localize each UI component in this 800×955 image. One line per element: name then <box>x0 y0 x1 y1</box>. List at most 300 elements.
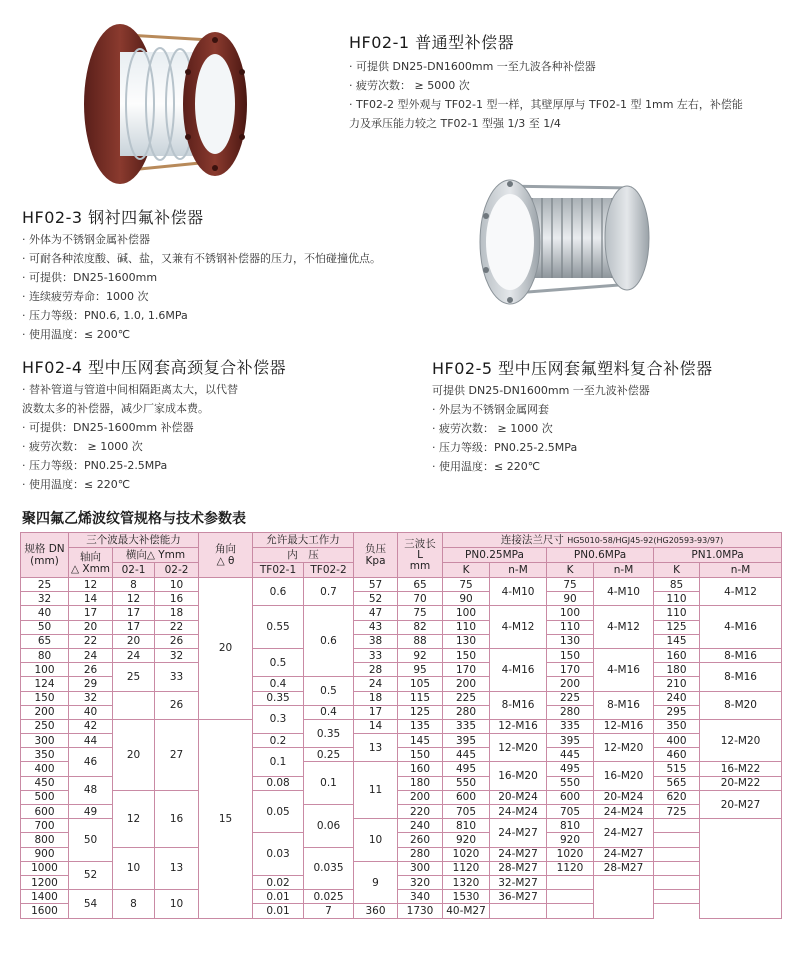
table-row <box>21 648 782 662</box>
cell-k025: 495 <box>443 762 490 776</box>
cell-angle: 20 <box>199 578 253 720</box>
table-row <box>21 606 782 620</box>
header-lateral: 横向△ Ymm <box>113 548 199 563</box>
cell-nm06: 4-M10 <box>594 578 654 606</box>
cell-tf1: 0.35 <box>253 691 304 705</box>
cell-tf1: 0.02 <box>253 875 304 889</box>
hf02-3-section <box>22 205 381 344</box>
cell-lat-a: 17 <box>113 620 155 634</box>
cell-tf1: 0.6 <box>253 578 304 606</box>
cell-dn: 300 <box>21 734 69 748</box>
cell-k10: 125 <box>654 620 700 634</box>
hf02-3-line: · 外体为不锈钢金属补偿器 <box>22 233 150 246</box>
cell-nm025: 28-M27 <box>490 861 547 875</box>
cell-k025: 445 <box>443 748 490 762</box>
cell-k06: 810 <box>547 819 594 833</box>
cell-k10 <box>654 833 700 847</box>
header-angle: 角向 △ θ <box>199 533 253 578</box>
hf02-3-line: · 可耐各种浓度酸、碱、盐，又兼有不锈钢补偿器的压力，不怕碰撞优点。 <box>22 252 381 265</box>
cell-k025: 1120 <box>443 861 490 875</box>
cell-neg: 57 <box>354 578 398 592</box>
cell-wave: 260 <box>398 833 443 847</box>
cell-nm025: 8-M16 <box>490 691 547 719</box>
cell-neg: 9 <box>354 861 398 904</box>
hf02-1-section <box>349 30 743 133</box>
cell-k06: 600 <box>547 790 594 804</box>
cell-k10: 180 <box>654 663 700 677</box>
cell-tf2: 0.01 <box>253 904 304 918</box>
cell-k025: 90 <box>443 592 490 606</box>
cell-nm025: 36-M27 <box>490 890 547 904</box>
cell-nm10: 16-M22 <box>700 762 782 776</box>
cell-angle: 15 <box>199 719 253 918</box>
cell-nm025: 12-M20 <box>490 734 547 762</box>
hf02-1-line: · 可提供 DN25-DN1600mm 一至九波各种补偿器 <box>349 60 596 73</box>
header-flange-standard: HG5010-58/HGJ45-92(HG20593-93/97) <box>567 535 724 545</box>
cell-tf2: 0.1 <box>304 762 354 805</box>
hf02-5-line: 可提供 DN25-DN1600mm 一至九波补偿器 <box>432 384 650 397</box>
cell-k10: 210 <box>654 677 700 691</box>
hf02-3-line: · 连续疲劳寿命：1000 次 <box>22 290 149 303</box>
cell-dn: 700 <box>21 819 69 833</box>
cell-wave: 340 <box>398 890 443 904</box>
spec-table <box>20 532 782 919</box>
cell-lat-a <box>113 691 155 719</box>
cell-k06: 550 <box>547 776 594 790</box>
cell-k10: 240 <box>654 691 700 705</box>
cell-neg: 28 <box>354 663 398 677</box>
cell-lat-b: 22 <box>155 620 199 634</box>
cell-k025: 600 <box>443 790 490 804</box>
cell-lat-a: 20 <box>113 634 155 648</box>
cell-lat-a: 12 <box>113 790 155 847</box>
cell-nm025: 12-M16 <box>490 719 547 733</box>
cell-dn: 65 <box>21 634 69 648</box>
hf02-5-title: HF02-5 型中压网套氟塑料复合补偿器 <box>432 359 713 378</box>
cell-nm025: 24-M27 <box>490 819 547 847</box>
header-lateral-02-1: 02-1 <box>113 563 155 578</box>
cell-neg: 24 <box>354 677 398 691</box>
header-dn: 规格 DN (mm) <box>21 533 69 578</box>
cell-wave: 240 <box>398 819 443 833</box>
header-internal: 内 压 <box>253 548 354 563</box>
header-tf02-1: TF02-1 <box>253 563 304 578</box>
table-row <box>21 790 782 804</box>
header-nm: n-M <box>700 563 782 578</box>
header-k: K <box>443 563 490 578</box>
cell-dn: 1600 <box>21 904 69 918</box>
cell-wave: 145 <box>398 734 443 748</box>
cell-axial: 42 <box>69 719 113 733</box>
cell-dn: 25 <box>21 578 69 592</box>
cell-nm025: 40-M27 <box>443 904 490 918</box>
cell-tf1: 0.4 <box>253 677 304 691</box>
cell-k06 <box>490 904 547 918</box>
cell-nm025: 24-M24 <box>490 805 547 819</box>
cell-lat-b: 16 <box>155 592 199 606</box>
cell-lat-a: 25 <box>113 663 155 691</box>
cell-nm025: 4-M10 <box>490 578 547 606</box>
cell-nm10: 8-M20 <box>700 691 782 719</box>
hf02-1-line: · 疲劳次数： ≥ 5000 次 <box>349 79 470 92</box>
cell-lat-b: 10 <box>155 578 199 592</box>
cell-k10: 350 <box>654 719 700 733</box>
cell-nm025: 32-M27 <box>490 875 547 889</box>
cell-wave: 70 <box>398 592 443 606</box>
cell-tf1: 0.1 <box>253 748 304 776</box>
cell-nm06: 24-M27 <box>594 819 654 847</box>
cell-k025: 100 <box>443 606 490 620</box>
cell-nm06: 28-M27 <box>594 861 654 875</box>
cell-tf1: 0.2 <box>253 734 304 748</box>
cell-axial: 44 <box>69 734 113 748</box>
cell-dn: 80 <box>21 648 69 662</box>
cell-k06: 1120 <box>547 861 594 875</box>
header-lateral-02-2: 02-2 <box>155 563 199 578</box>
cell-lat-b: 10 <box>155 890 199 918</box>
cell-dn: 100 <box>21 663 69 677</box>
cell-nm06 <box>594 875 654 918</box>
cell-k10 <box>654 819 700 833</box>
cell-nm10: 12-M20 <box>700 719 782 762</box>
cell-neg: 47 <box>354 606 398 620</box>
cell-axial: 52 <box>69 861 113 889</box>
cell-dn: 200 <box>21 705 69 719</box>
cell-wave: 280 <box>398 847 443 861</box>
cell-k06: 335 <box>547 719 594 733</box>
cell-k06: 110 <box>547 620 594 634</box>
cell-tf2: 0.35 <box>304 719 354 747</box>
table-row <box>21 592 782 606</box>
cell-k10: 565 <box>654 776 700 790</box>
cell-axial: 40 <box>69 705 113 719</box>
cell-axial: 12 <box>69 578 113 592</box>
cell-k025: 1530 <box>443 890 490 904</box>
cell-axial: 46 <box>69 748 113 776</box>
cell-nm025: 24-M27 <box>490 847 547 861</box>
hf02-4-line: 波数太多的补偿器，减少厂家成本费。 <box>22 402 209 415</box>
hf02-3-line: · 可提供：DN25-1600mm <box>22 271 158 284</box>
cell-k025: 335 <box>443 719 490 733</box>
cell-dn: 450 <box>21 776 69 790</box>
header-negative: 负压 Kpa <box>354 533 398 578</box>
cell-tf1: 0.08 <box>253 776 304 790</box>
hf02-3-line: · 压力等级：PN0.6, 1.0, 1.6MPa <box>22 309 188 322</box>
cell-axial: 50 <box>69 819 113 862</box>
cell-k025: 705 <box>443 805 490 819</box>
spec-table-title: 聚四氟乙烯波纹管规格与技术参数表 <box>22 511 246 527</box>
hf02-5-line: · 外层为不锈钢金属网套 <box>432 403 549 416</box>
cell-k06: 395 <box>547 734 594 748</box>
cell-lat-a: 17 <box>113 606 155 620</box>
hf02-5-line: · 疲劳次数： ≥ 1000 次 <box>432 422 553 435</box>
cell-k10 <box>654 875 700 889</box>
cell-tf1: 0.03 <box>253 833 304 876</box>
cell-tf1: 0.3 <box>253 705 304 733</box>
cell-k025: 920 <box>443 833 490 847</box>
cell-wave: 360 <box>354 904 398 918</box>
hf02-5-section <box>432 356 713 476</box>
cell-nm06: 16-M20 <box>594 762 654 790</box>
cell-dn: 500 <box>21 790 69 804</box>
cell-nm06: 12-M20 <box>594 734 654 762</box>
cell-wave: 300 <box>398 861 443 875</box>
cell-k025: 130 <box>443 634 490 648</box>
cell-neg: 14 <box>354 719 398 733</box>
table-row <box>21 620 782 634</box>
cell-wave: 95 <box>398 663 443 677</box>
cell-axial: 17 <box>69 606 113 620</box>
cell-lat-b: 18 <box>155 606 199 620</box>
hf02-4-line: · 疲劳次数： ≥ 1000 次 <box>22 440 143 453</box>
header-flange-label: 连接法兰尺寸 <box>500 533 564 546</box>
cell-nm06: 8-M16 <box>594 691 654 719</box>
hf02-5-line: · 压力等级：PN0.25-2.5MPa <box>432 441 578 454</box>
cell-k06: 225 <box>547 691 594 705</box>
cell-dn: 350 <box>21 748 69 762</box>
hf02-4-line: · 可提供：DN25-1600mm 补偿器 <box>22 421 194 434</box>
cell-nm10 <box>700 819 782 918</box>
cell-wave: 180 <box>398 776 443 790</box>
cell-lat-b: 33 <box>155 663 199 691</box>
cell-axial: 29 <box>69 677 113 691</box>
cell-nm10: 4-M12 <box>700 578 782 606</box>
cell-k025: 170 <box>443 663 490 677</box>
cell-tf1: 0.5 <box>253 648 304 676</box>
cell-lat-a: 8 <box>113 578 155 592</box>
cell-neg: 52 <box>354 592 398 606</box>
cell-nm10: 4-M16 <box>700 606 782 649</box>
cell-k10 <box>654 890 700 904</box>
hf02-4-line: · 使用温度：≤ 220℃ <box>22 478 131 491</box>
header-tf02-2: TF02-2 <box>304 563 354 578</box>
cell-k06: 150 <box>547 648 594 662</box>
cell-dn: 124 <box>21 677 69 691</box>
hf02-1-line: · TF02-2 型外观与 TF02-1 型一样，其壁厚厚与 TF02-1 型 1mm 左右，补偿能 <box>349 98 743 111</box>
cell-nm025: 16-M20 <box>490 762 547 790</box>
header-k: K <box>547 563 594 578</box>
spec-table-header <box>21 533 782 578</box>
cell-dn: 150 <box>21 691 69 705</box>
cell-wave: 65 <box>398 578 443 592</box>
cell-k06 <box>547 890 594 904</box>
cell-k10: 145 <box>654 634 700 648</box>
cell-neg: 18 <box>354 691 398 705</box>
cell-wave: 135 <box>398 719 443 733</box>
cell-neg: 10 <box>354 819 398 862</box>
cell-axial: 14 <box>69 592 113 606</box>
cell-nm06: 24-M27 <box>594 847 654 861</box>
cell-k025: 1320 <box>443 875 490 889</box>
hf02-4-line: · 压力等级：PN0.25-2.5MPa <box>22 459 168 472</box>
cell-dn: 1200 <box>21 875 69 889</box>
header-pn06: PN0.6MPa <box>547 548 654 563</box>
cell-nm10: 20-M27 <box>700 790 782 818</box>
cell-k10: 110 <box>654 606 700 620</box>
cell-neg: 11 <box>354 762 398 819</box>
cell-k06: 75 <box>547 578 594 592</box>
cell-wave: 200 <box>398 790 443 804</box>
cell-wave: 220 <box>398 805 443 819</box>
cell-tf2: 0.4 <box>304 705 354 719</box>
cell-dn: 900 <box>21 847 69 861</box>
cell-neg: 17 <box>354 705 398 719</box>
cell-k025: 110 <box>443 620 490 634</box>
hf02-1-line: 力及承压能力较之 TF02-1 型强 1/3 至 1/4 <box>349 117 561 130</box>
cell-k10 <box>654 861 700 875</box>
cell-k06: 280 <box>547 705 594 719</box>
cell-dn: 40 <box>21 606 69 620</box>
cell-dn: 1000 <box>21 861 69 875</box>
cell-k06: 200 <box>547 677 594 691</box>
cell-wave: 115 <box>398 691 443 705</box>
cell-neg: 7 <box>304 904 354 918</box>
cell-tf2: 0.6 <box>304 606 354 677</box>
cell-nm06: 12-M16 <box>594 719 654 733</box>
cell-k025: 1730 <box>398 904 443 918</box>
header-pressure: 允许最大工作力 <box>253 533 354 548</box>
cell-neg: 38 <box>354 634 398 648</box>
cell-nm025: 4-M16 <box>490 648 547 691</box>
cell-neg: 13 <box>354 734 398 762</box>
cell-lat-b: 32 <box>155 648 199 662</box>
cell-k10: 110 <box>654 592 700 606</box>
cell-tf2: 0.5 <box>304 677 354 705</box>
cell-wave: 150 <box>398 748 443 762</box>
cell-k06: 445 <box>547 748 594 762</box>
cell-k025: 395 <box>443 734 490 748</box>
table-row <box>21 634 782 648</box>
spec-table-body <box>21 578 782 919</box>
cell-lat-a: 10 <box>113 847 155 890</box>
cell-k06: 705 <box>547 805 594 819</box>
cell-wave: 320 <box>398 875 443 889</box>
cell-axial: 22 <box>69 634 113 648</box>
cell-wave: 160 <box>398 762 443 776</box>
header-pn10: PN1.0MPa <box>654 548 782 563</box>
cell-k06: 495 <box>547 762 594 776</box>
cell-nm025: 4-M12 <box>490 606 547 649</box>
cell-nm06: 20-M24 <box>594 790 654 804</box>
hf02-1-product-image <box>60 12 250 192</box>
cell-nm10: 8-M16 <box>700 663 782 691</box>
cell-lat-b: 16 <box>155 790 199 847</box>
cell-dn: 400 <box>21 762 69 776</box>
cell-axial: 20 <box>69 620 113 634</box>
cell-wave: 105 <box>398 677 443 691</box>
hf02-3-line: · 使用温度：≤ 200℃ <box>22 328 131 341</box>
cell-dn: 50 <box>21 620 69 634</box>
cell-k06: 90 <box>547 592 594 606</box>
cell-lat-a: 12 <box>113 592 155 606</box>
cell-wave: 88 <box>398 634 443 648</box>
cell-k06 <box>547 875 594 889</box>
cell-k10: 460 <box>654 748 700 762</box>
header-axial: 轴向 △ Xmm <box>69 548 113 578</box>
cell-k025: 75 <box>443 578 490 592</box>
cell-k10 <box>654 847 700 861</box>
hf02-4-section <box>22 355 286 494</box>
cell-wave: 82 <box>398 620 443 634</box>
cell-lat-b: 13 <box>155 847 199 890</box>
hf02-4-line: · 替补管道与管道中间相隔距离太大，以代替 <box>22 383 238 396</box>
cell-dn: 1400 <box>21 890 69 904</box>
hf02-5-line: · 使用温度：≤ 220℃ <box>432 460 541 473</box>
table-row <box>21 578 782 592</box>
cell-k025: 810 <box>443 819 490 833</box>
cell-k025: 280 <box>443 705 490 719</box>
cell-k025: 150 <box>443 648 490 662</box>
cell-axial: 26 <box>69 663 113 677</box>
cell-tf1: 0.01 <box>253 890 304 904</box>
cell-k025: 225 <box>443 691 490 705</box>
header-nm: n-M <box>490 563 547 578</box>
cell-nm06: 4-M16 <box>594 648 654 691</box>
cell-tf2: 0.025 <box>304 890 354 904</box>
cell-lat-b: 27 <box>155 719 199 790</box>
hf02-5-product-image <box>462 166 662 308</box>
cell-neg: 43 <box>354 620 398 634</box>
cell-k10: 160 <box>654 648 700 662</box>
cell-axial: 24 <box>69 648 113 662</box>
cell-k025: 1020 <box>443 847 490 861</box>
cell-wave: 125 <box>398 705 443 719</box>
table-row <box>21 691 782 705</box>
cell-k10: 295 <box>654 705 700 719</box>
header-nm: n-M <box>594 563 654 578</box>
cell-axial: 32 <box>69 691 113 705</box>
hf02-3-title: HF02-3 钢衬四氟补偿器 <box>22 208 204 227</box>
cell-lat-b: 26 <box>155 691 199 719</box>
cell-nm025: 20-M24 <box>490 790 547 804</box>
cell-dn: 32 <box>21 592 69 606</box>
cell-axial: 48 <box>69 776 113 804</box>
table-row <box>21 890 782 904</box>
cell-lat-a: 24 <box>113 648 155 662</box>
cell-tf2: 0.06 <box>304 805 354 848</box>
cell-nm06: 24-M24 <box>594 805 654 819</box>
hf02-4-title: HF02-4 型中压网套高颈复合补偿器 <box>22 358 287 377</box>
cell-neg: 33 <box>354 648 398 662</box>
cell-k06: 1020 <box>547 847 594 861</box>
cell-k025: 550 <box>443 776 490 790</box>
cell-wave: 75 <box>398 606 443 620</box>
cell-k06: 100 <box>547 606 594 620</box>
cell-dn: 800 <box>21 833 69 847</box>
cell-axial: 54 <box>69 890 113 918</box>
cell-tf2: 0.7 <box>304 578 354 606</box>
cell-nm10: 20-M22 <box>700 776 782 790</box>
cell-lat-a: 20 <box>113 719 155 790</box>
cell-k06: 170 <box>547 663 594 677</box>
cell-tf2: 0.035 <box>304 847 354 890</box>
cell-k10: 725 <box>654 805 700 819</box>
header-k: K <box>654 563 700 578</box>
cell-nm06: 4-M12 <box>594 606 654 649</box>
cell-k10: 400 <box>654 734 700 748</box>
cell-lat-a: 8 <box>113 890 155 918</box>
table-row <box>21 663 782 677</box>
header-capacity: 三个波最大补偿能力 <box>69 533 199 548</box>
cell-tf1: 0.55 <box>253 606 304 649</box>
cell-dn: 250 <box>21 719 69 733</box>
cell-k10 <box>547 904 594 918</box>
cell-wave: 92 <box>398 648 443 662</box>
cell-k10: 515 <box>654 762 700 776</box>
table-row <box>21 847 782 861</box>
hf02-1-title: HF02-1 普通型补偿器 <box>349 33 515 52</box>
header-wave-length: 三波长 L mm <box>398 533 443 578</box>
